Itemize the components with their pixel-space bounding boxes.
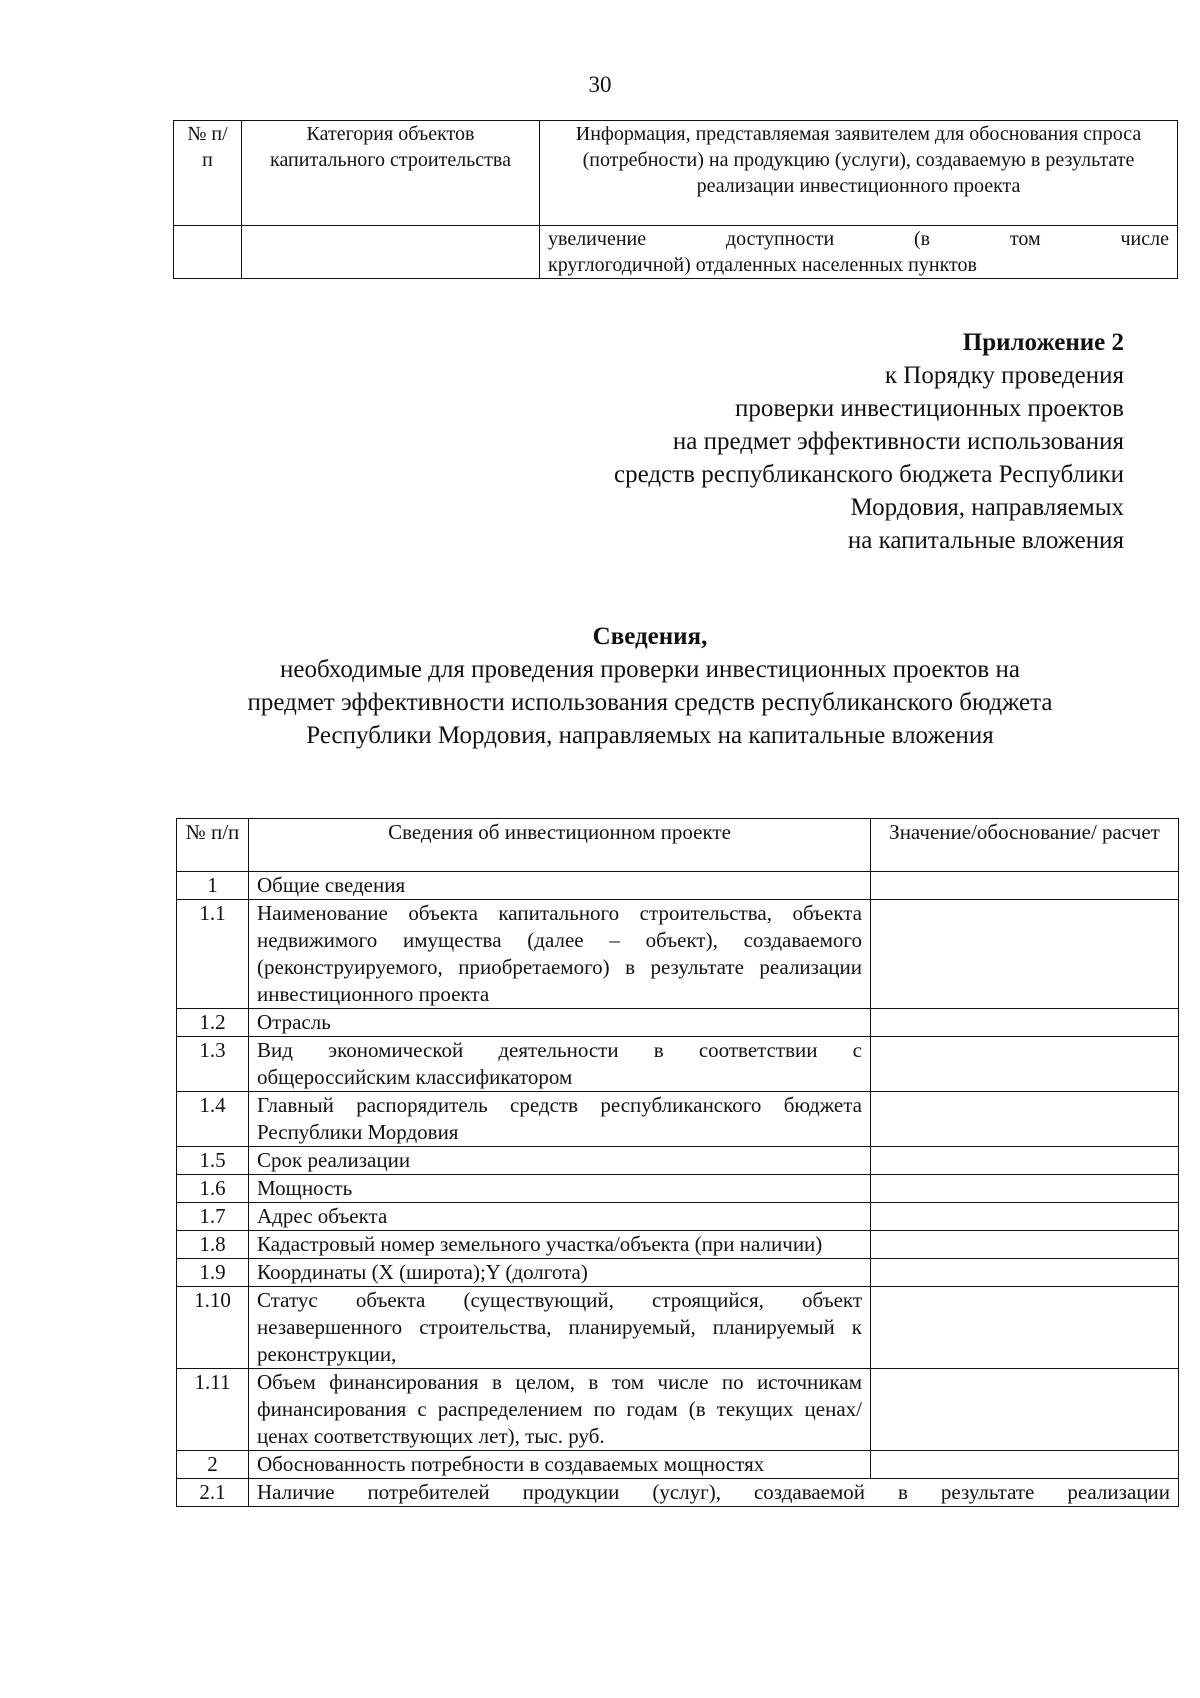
row-text: Отрасль bbox=[249, 1009, 871, 1037]
appendix-line: средств республиканского бюджета Республики bbox=[614, 461, 1124, 488]
row-text: Кадастровый номер земельного участка/объекта (при наличии) bbox=[249, 1231, 871, 1259]
table-row bbox=[177, 900, 1179, 1009]
appendix-block bbox=[614, 326, 1124, 557]
heading-title: Сведения, bbox=[592, 623, 708, 650]
table-header-row bbox=[177, 819, 1179, 872]
header-value: Значение/обоснование/ расчет bbox=[871, 819, 1179, 872]
heading-line: Республики Мордовия, направляемых на капитальные вложения bbox=[306, 722, 994, 749]
row-text: Мощность bbox=[249, 1175, 871, 1203]
row-num: 1.8 bbox=[177, 1231, 249, 1259]
table-row bbox=[177, 1037, 1179, 1092]
investment-info-table bbox=[176, 818, 1179, 1507]
row-num: 1.9 bbox=[177, 1259, 249, 1287]
row-num: 1.6 bbox=[177, 1175, 249, 1203]
row-text: Координаты (X (широта);Y (долгота) bbox=[249, 1259, 871, 1287]
row-value bbox=[871, 1009, 1179, 1037]
row-text: Объем финансирования в целом, в том числе по источникам финансирования с распределением по годам (в текущих ценах/ценах соответствующих лет), тыс. руб. bbox=[249, 1369, 871, 1451]
row-value bbox=[871, 1037, 1179, 1092]
row-value bbox=[871, 1231, 1179, 1259]
row-num: 1.2 bbox=[177, 1009, 249, 1037]
row-num: 1.3 bbox=[177, 1037, 249, 1092]
cell-category bbox=[242, 226, 540, 279]
table-row bbox=[177, 1231, 1179, 1259]
row-value bbox=[871, 1092, 1179, 1147]
appendix-title: Приложение 2 bbox=[962, 329, 1124, 356]
row-text: Статус объекта (существующий, строящийся, объект незавершенного строительства, планируемый, планируемый к реконструкции, bbox=[249, 1287, 871, 1369]
row-num: 1.11 bbox=[177, 1369, 249, 1451]
row-text: Вид экономической деятельности в соответствии с общероссийским классификатором bbox=[249, 1037, 871, 1092]
row-value bbox=[871, 1147, 1179, 1175]
row-value bbox=[871, 1451, 1179, 1479]
table-row bbox=[177, 1009, 1179, 1037]
row-num: 1.7 bbox=[177, 1203, 249, 1231]
row-value bbox=[871, 1287, 1179, 1369]
heading-line: необходимые для проведения проверки инвестиционных проектов на bbox=[280, 656, 1020, 683]
row-value bbox=[871, 1259, 1179, 1287]
header-description: Сведения об инвестиционном проекте bbox=[249, 819, 871, 872]
table-row bbox=[177, 1092, 1179, 1147]
continuation-table bbox=[173, 120, 1178, 279]
row-value bbox=[871, 900, 1179, 1009]
table-row bbox=[177, 1451, 1179, 1479]
table-row bbox=[177, 1147, 1179, 1175]
table-row bbox=[177, 1175, 1179, 1203]
row-text: Наличие потребителей продукции (услуг), создаваемой в результате реализации bbox=[249, 1479, 1179, 1507]
row-num: 1.1 bbox=[177, 900, 249, 1009]
row-text: Обоснованность потребности в создаваемых мощностях bbox=[249, 1451, 871, 1479]
appendix-line: Мордовия, направляемых bbox=[850, 494, 1124, 521]
page-number: 30 bbox=[588, 72, 612, 97]
row-value bbox=[871, 1203, 1179, 1231]
table-header-row bbox=[174, 121, 1178, 226]
row-num: 1.4 bbox=[177, 1092, 249, 1147]
row-num: 2.1 bbox=[177, 1479, 249, 1507]
appendix-line: на предмет эффективности использования bbox=[672, 428, 1124, 455]
header-num: № п/п bbox=[177, 819, 249, 872]
header-info: Информация, представляемая заявителем для обоснования спроса (потребности) на продукцию (услуги), создаваемую в результате реализации инвестиционного проекта bbox=[540, 121, 1178, 226]
row-text: Срок реализации bbox=[249, 1147, 871, 1175]
table-row bbox=[177, 1287, 1179, 1369]
appendix-line: на капитальные вложения bbox=[847, 527, 1124, 554]
cell-num bbox=[174, 226, 242, 279]
heading-line: предмет эффективности использования средств республиканского бюджета bbox=[247, 689, 1053, 716]
cell-info-line-2: круглогодичной) отдаленных населенных пунктов bbox=[548, 254, 977, 276]
header-category: Категория объектов капитального строительства bbox=[242, 121, 540, 226]
row-value bbox=[871, 1175, 1179, 1203]
row-num: 1 bbox=[177, 872, 249, 900]
cell-info bbox=[540, 226, 1178, 279]
header-num: № п/п bbox=[174, 121, 242, 226]
table-row bbox=[177, 1203, 1179, 1231]
row-num: 2 bbox=[177, 1451, 249, 1479]
row-text: Наименование объекта капитального строительства, объекта недвижимого имущества (далее – объект), создаваемого (реконструируемого, приобретаемого) в результате реализации инвестиционного проекта bbox=[249, 900, 871, 1009]
row-text: Адрес объекта bbox=[249, 1203, 871, 1231]
row-value bbox=[871, 872, 1179, 900]
appendix-line: к Порядку проведения bbox=[884, 362, 1124, 389]
row-value bbox=[871, 1369, 1179, 1451]
row-text: Главный распорядитель средств республиканского бюджета Республики Мордовия bbox=[249, 1092, 871, 1147]
table-row bbox=[177, 1479, 1179, 1507]
document-heading bbox=[0, 620, 1200, 752]
table-row bbox=[177, 1259, 1179, 1287]
table-row bbox=[174, 226, 1178, 279]
cell-info-line-1: увеличение доступности (в том числе bbox=[548, 228, 1169, 250]
row-num: 1.10 bbox=[177, 1287, 249, 1369]
row-num: 1.5 bbox=[177, 1147, 249, 1175]
appendix-line: проверки инвестиционных проектов bbox=[734, 395, 1124, 422]
table-row bbox=[177, 872, 1179, 900]
table-row bbox=[177, 1369, 1179, 1451]
row-text: Общие сведения bbox=[249, 872, 871, 900]
